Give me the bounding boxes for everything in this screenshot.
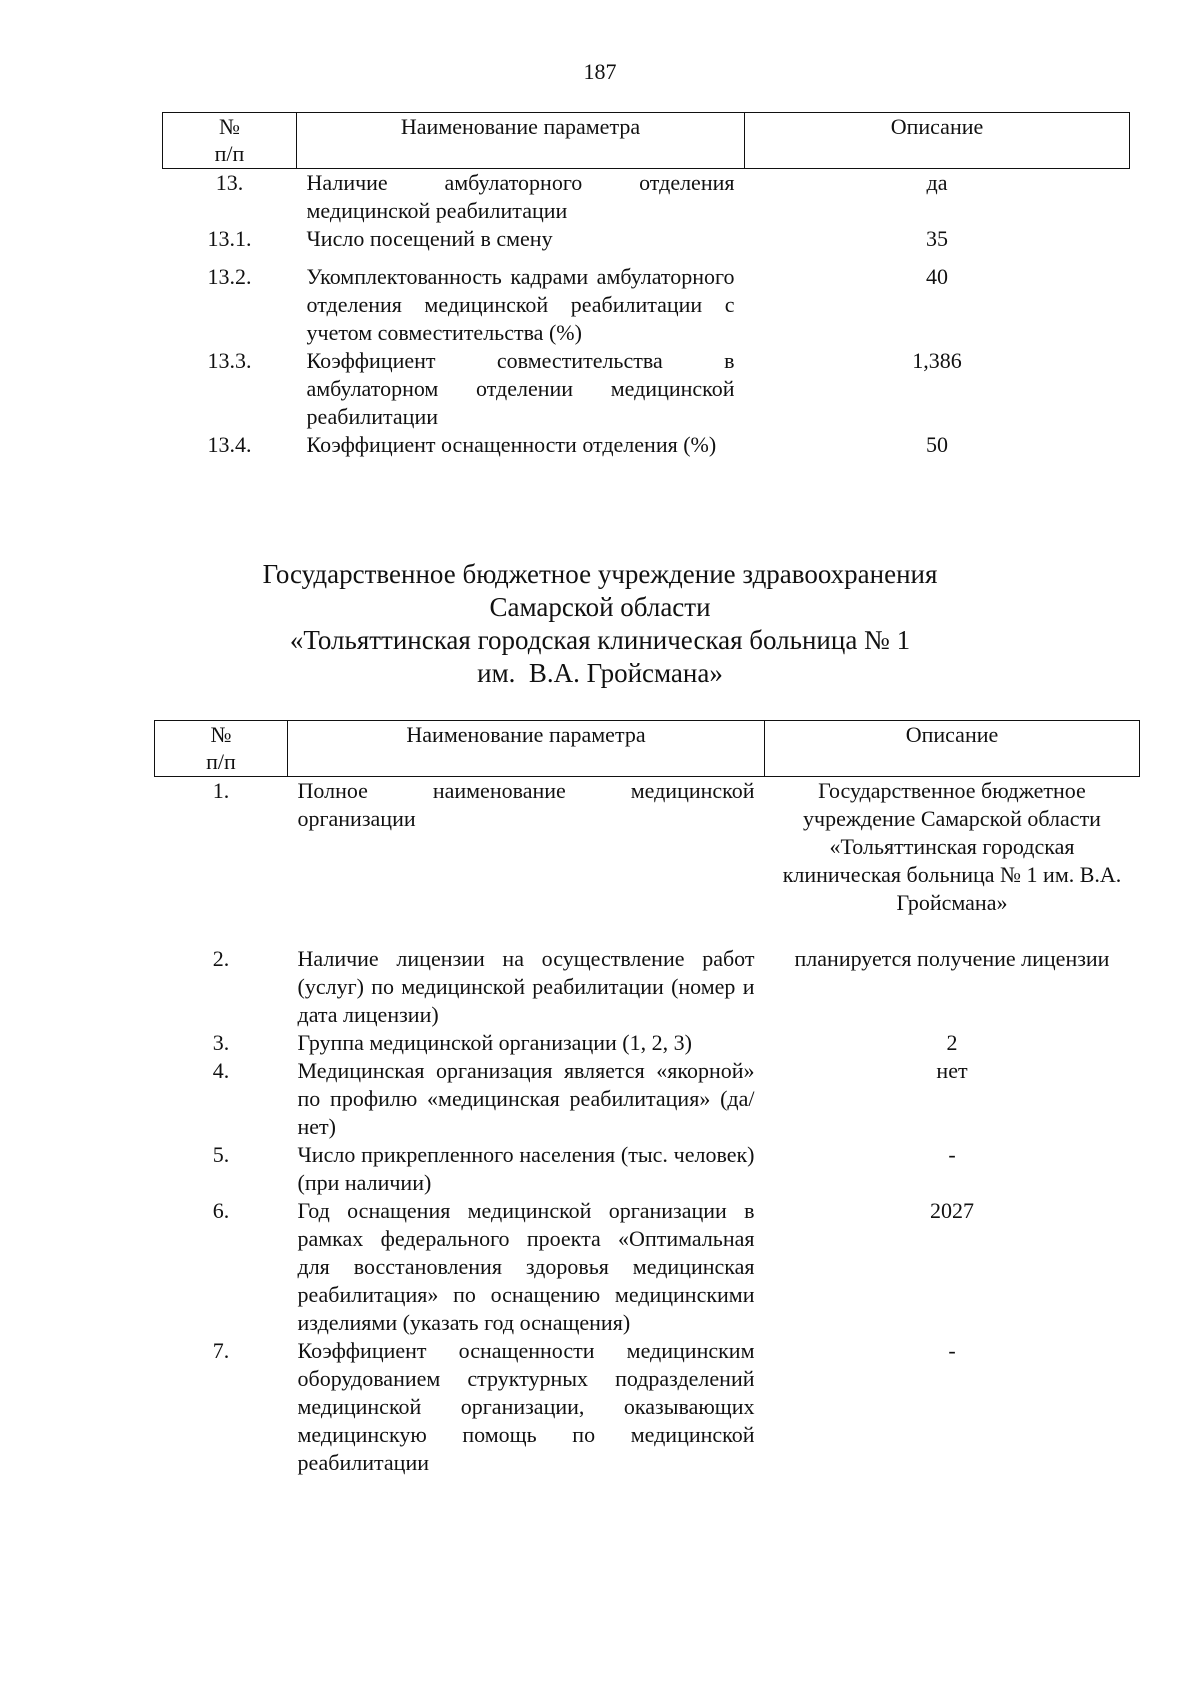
organization-title-line: «Тольяттинская городская клиническая больница № 1 (289, 625, 911, 655)
row-number: 7. (212, 1337, 230, 1363)
row-value: 50 (926, 432, 948, 457)
row-parameter: Коэффициент оснащенности медицинским оборудованием структурных подразделений медицинской организации, оказывающих медицинскую помощь по медицинской реабилитации (297, 1337, 755, 1475)
row-value: планируется получение лицензии (794, 945, 1110, 971)
header-number: № п/п (163, 113, 297, 169)
row-parameter: Наличие лицензии на осуществление работ (услуг) по медицинской реабилитации (номер и дата лицензии) (297, 945, 755, 1027)
organization-title-line: Самарской области (489, 592, 711, 622)
table-row (163, 225, 1130, 263)
row-number: 3. (212, 1029, 230, 1055)
table-header-row (163, 113, 1130, 169)
row-parameter: Год оснащения медицинской организации в рамках федерального проекта «Оптимальная для восстановления здоровья медицинская реабилитация» по оснащению медицинскими изделиями (указать год оснащения) (297, 1197, 755, 1335)
organization-parameters-table (154, 720, 1140, 1477)
row-value: - (948, 1337, 956, 1363)
header-parameter-name: Наименование параметра (297, 113, 745, 169)
table-row (155, 1029, 1140, 1057)
header-description: Описание (765, 721, 1140, 777)
row-number: 1. (212, 778, 230, 803)
row-number: 13.4. (207, 432, 252, 457)
row-number: 13.3. (207, 348, 252, 373)
row-value: да (926, 170, 948, 195)
table-row (155, 1337, 1140, 1477)
row-parameter: Число посещений в смену (306, 226, 553, 251)
row-number: 13.2. (207, 264, 252, 289)
row-parameter: Коэффициент совместительства в амбулаторном отделении медицинской реабилитации (306, 348, 735, 429)
row-value: 2 (946, 1029, 958, 1055)
organization-title (0, 558, 1200, 690)
table-row (155, 945, 1140, 1029)
row-value: нет (936, 1057, 968, 1083)
row-value: - (948, 1141, 956, 1167)
row-number: 13.1. (207, 226, 252, 251)
table-row (155, 777, 1140, 945)
row-parameter: Число прикрепленного населения (тыс. человек) (при наличии) (297, 1141, 755, 1195)
table-row (155, 1057, 1140, 1141)
row-parameter: Наличие амбулаторного отделения медицинской реабилитации (306, 170, 735, 223)
row-number: 5. (212, 1141, 230, 1167)
table-row (155, 1141, 1140, 1197)
header-parameter-name: Наименование параметра (288, 721, 765, 777)
header-number: № п/п (155, 721, 288, 777)
row-number: 4. (212, 1057, 230, 1083)
row-parameter: Медицинская организация является «якорной» по профилю «медицинская реабилитация» (да/нет) (297, 1057, 755, 1139)
row-parameter: Группа медицинской организации (1, 2, 3) (297, 1029, 692, 1055)
table-row (163, 431, 1130, 459)
table-row (155, 1197, 1140, 1337)
row-parameter: Полное наименование медицинской организации (297, 778, 755, 831)
row-value: 2027 (930, 1197, 974, 1223)
row-number: 2. (212, 945, 230, 971)
page-number: 187 (583, 59, 617, 84)
table-row (163, 169, 1130, 226)
organization-title-line: им. В.А. Гройсмана» (477, 658, 723, 688)
row-parameter: Укомплектованность кадрами амбулаторного отделения медицинской реабилитации с учетом совместительства (%) (306, 264, 735, 345)
row-parameter: Коэффициент оснащенности отделения (%) (306, 432, 717, 457)
table-row (163, 347, 1130, 431)
row-value: 1,386 (912, 348, 962, 373)
table-row (163, 263, 1130, 347)
table-header-row (155, 721, 1140, 777)
row-value: 40 (926, 264, 948, 289)
organization-title-line: Государственное бюджетное учреждение здравоохранения (262, 559, 938, 589)
row-value: Государственное бюджетное учреждение Самарской области «Тольяттинская городская клиническая больница № 1 им. В.А. Гройсмана» (782, 778, 1122, 915)
parameters-table-continued (162, 112, 1130, 459)
row-number: 13. (215, 170, 244, 195)
header-description: Описание (745, 113, 1130, 169)
row-value: 35 (926, 226, 948, 251)
row-number: 6. (212, 1197, 230, 1223)
